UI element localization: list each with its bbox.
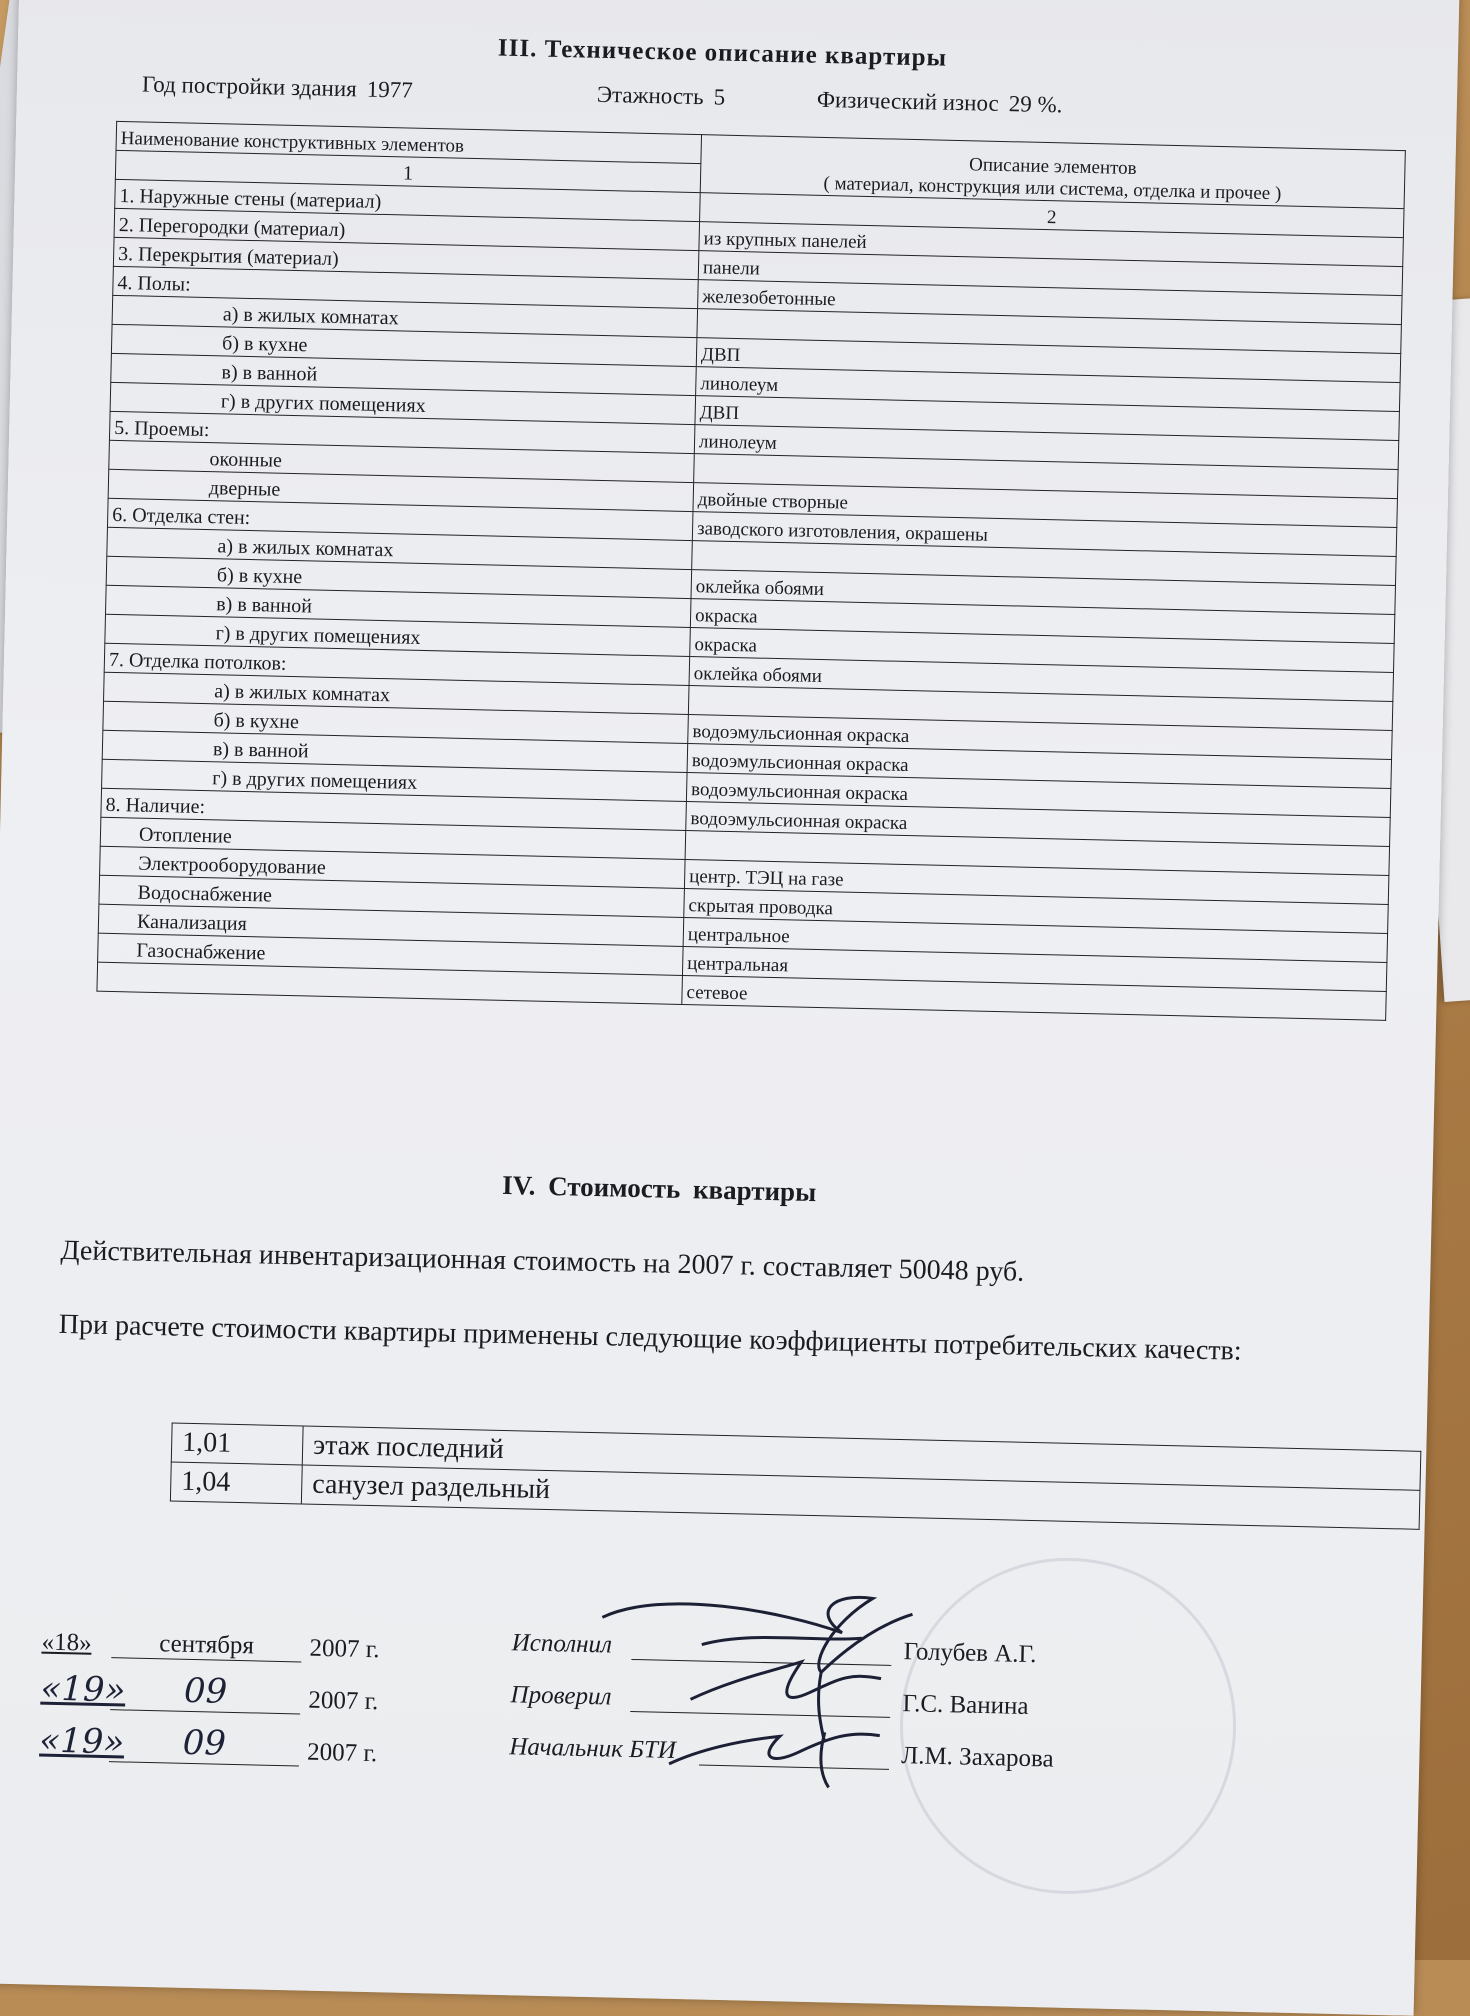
table-row-name: а) в жилых комнатах <box>112 295 698 337</box>
table-row-name: г) в других помещениях <box>105 614 691 656</box>
table-row-name: Газоснабжение <box>98 933 684 975</box>
table-row-value: водоэмульсионная окраска <box>686 802 1390 847</box>
dates-block <box>39 1605 380 1769</box>
table-row-value: линолеум <box>694 425 1398 470</box>
table-row-value: железобетонные <box>698 280 1402 325</box>
table-row-value: ДВП <box>695 396 1399 441</box>
table-row-name: б) в кухне <box>106 556 692 598</box>
table-row-name: 4. Полы: <box>113 266 699 308</box>
section3-title: III. Техническое описание квартиры <box>497 34 948 72</box>
date-row: «19» 09 2007 г. <box>40 1668 379 1716</box>
header-col2-num: 2 <box>700 193 1404 238</box>
header-col2: Описание элементов ( материал, конструкция или система, отделка и прочее ) <box>700 135 1405 209</box>
coefficient-desc: этаж последний <box>302 1426 1421 1490</box>
table-row-name: г) в других помещениях <box>110 382 696 424</box>
table-row-name: Канализация <box>98 904 684 946</box>
table-row-value: оклейка обоями <box>689 657 1393 702</box>
build-year: Год постройки здания 1977 <box>141 71 414 103</box>
header-col1: Наименование конструктивных элементов <box>116 121 702 163</box>
table-row-value: водоэмульсионная окраска <box>687 744 1391 789</box>
table-row-value: центр. ТЭЦ на газе <box>684 859 1388 904</box>
table-row-name: дверные <box>108 469 694 511</box>
table-row-name: 6. Отделка стен: <box>107 498 693 540</box>
table-row-name: Отопление <box>100 817 686 859</box>
table-row-name: 7. Отделка потолков: <box>104 643 690 685</box>
table-row-value: панели <box>698 251 1402 296</box>
table-row-name: оконные <box>109 440 695 482</box>
coefficient-desc: санузел раздельный <box>301 1465 1420 1529</box>
table-row-value: центральное <box>683 917 1387 962</box>
date-row: «19» 09 2007 г. <box>38 1720 378 1768</box>
coefficient-value: 1,01 <box>171 1423 303 1465</box>
section4-title: IV. Стоимость квартиры <box>501 1169 817 1208</box>
table-row-name: а) в жилых комнатах <box>104 672 690 714</box>
technical-description-table <box>96 121 1405 1021</box>
table-row-name: Электрооборудование <box>100 846 686 888</box>
table-row-name: 8. Наличие: <box>101 788 687 830</box>
signature-row: Проверил Г.С. Ванина <box>510 1681 1029 1720</box>
header-col1-num: 1 <box>115 150 701 192</box>
table-row-value: водоэмульсионная окраска <box>688 715 1392 760</box>
physical-wear: Физический износ 29 %. <box>816 86 1063 118</box>
coefficients-table <box>170 1422 1421 1529</box>
table-row-value: двойные створные <box>693 483 1397 528</box>
table-row-value: скрытая проводка <box>684 888 1388 933</box>
inventory-cost: Действительная инвентаризационная стоимость на 2007 г. составляет 50048 руб. <box>60 1234 1025 1288</box>
table-row-name: в) в ванной <box>111 353 697 395</box>
table-row-name: в) в ванной <box>105 585 691 627</box>
signature-row: Начальник БТИ Л.М. Захарова <box>509 1733 1054 1773</box>
table-row-value: центральная <box>682 946 1386 991</box>
table-row-value: водоэмульсионная окраска <box>686 773 1390 818</box>
table-row-name: б) в кухне <box>103 701 689 743</box>
table-row-value: окраска <box>690 628 1394 673</box>
table-row-name: 5. Проемы: <box>109 411 695 453</box>
coefficient-value: 1,04 <box>170 1462 302 1504</box>
table-row-name: 1. Наружные стены (материал) <box>115 179 701 221</box>
table-row-value: заводского изготовления, окрашены <box>692 512 1396 557</box>
table-row-name: 2. Перегородки (материал) <box>114 208 700 250</box>
table-row-value: сетевое <box>682 975 1386 1020</box>
table-row-value: окраска <box>690 599 1394 644</box>
table-row-value: ДВП <box>696 338 1400 383</box>
table-row-value: из крупных панелей <box>699 222 1403 267</box>
table-row-name: Водоснабжение <box>99 875 685 917</box>
table-row-name: б) в кухне <box>111 324 697 366</box>
table-row-name: в) в ванной <box>102 730 688 772</box>
signature-row: Исполнил Голубев А.Г. <box>511 1629 1037 1669</box>
coefficients-intro: При расчете стоимости квартиры применены следующие коэффициенты потребительских качеств: <box>58 1308 1242 1367</box>
date-row: «18» сентября 2007 г. <box>41 1628 380 1664</box>
table-row-name: а) в жилых комнатах <box>107 527 693 569</box>
table-row-name: г) в других помещениях <box>102 759 688 801</box>
floors: Этажность 5 <box>596 81 726 110</box>
table-row-value: линолеум <box>696 367 1400 412</box>
table-row-name: 3. Перекрытия (материал) <box>113 237 699 279</box>
table-row-value: оклейка обоями <box>691 570 1395 615</box>
